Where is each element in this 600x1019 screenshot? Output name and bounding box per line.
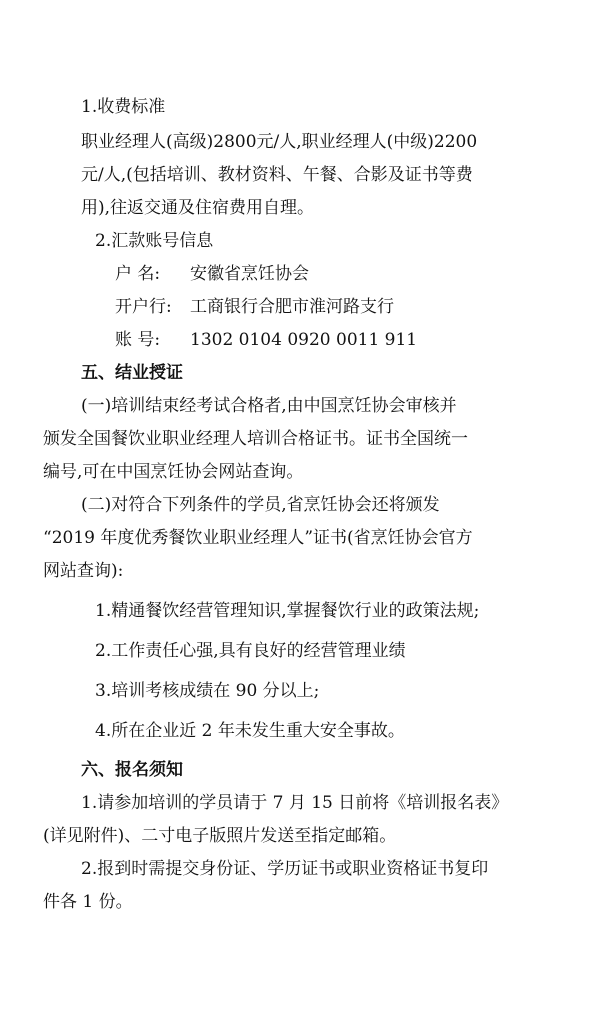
section5-p1-line-3: 编号,可在中国烹饪协会网站查询。: [43, 462, 304, 482]
bank-label: 开户行:: [115, 297, 172, 317]
section5-title: 五、结业授证: [81, 363, 183, 383]
section6-title: 六、报名须知: [81, 760, 183, 780]
condition-3: 3.培训考核成绩在 90 分以上;: [95, 681, 320, 701]
section5-p1-line-2: 颁发全国餐饮业职业经理人培训合格证书。证书全国统一: [43, 429, 468, 449]
section6-item2-line-2: 件各 1 份。: [43, 892, 133, 912]
condition-1: 1.精通餐饮经营管理知识,掌握餐饮行业的政策法规;: [95, 601, 480, 621]
account-no-value: 1302 0104 0920 0011 911: [190, 330, 418, 350]
fee-heading: 1.收费标准: [81, 97, 166, 117]
bank-value: 工商银行合肥市淮河路支行: [190, 297, 394, 317]
condition-4: 4.所在企业近 2 年未发生重大安全事故。: [95, 721, 405, 741]
section6-item1-line-1: 1.请参加培训的学员请于 7 月 15 日前将《培训报名表》: [81, 793, 509, 813]
section5-p2-line-3: 网站查询):: [43, 561, 124, 581]
account-no-label: 账 号:: [115, 330, 161, 350]
fee-line-2: 元/人,(包括培训、教材资料、午餐、合影及证书等费: [81, 165, 473, 185]
section6-item2-line-1: 2.报到时需提交身份证、学历证书或职业资格证书复印: [81, 859, 489, 879]
section6-item1-line-2: (详见附件)、二寸电子版照片发送至指定邮箱。: [43, 826, 397, 846]
section5-p2-line-1: (二)对符合下列条件的学员,省烹饪协会还将颁发: [81, 495, 440, 515]
account-name-label: 户 名:: [115, 264, 161, 284]
account-name-value: 安徽省烹饪协会: [190, 264, 309, 284]
section5-p1-line-1: (一)培训结束经考试合格者,由中国烹饪协会审核并: [81, 396, 457, 416]
fee-line-3: 用),往返交通及住宿费用自理。: [81, 198, 315, 218]
condition-2: 2.工作责任心强,具有良好的经营管理业绩: [95, 641, 406, 661]
section5-p2-line-2: “2019 年度优秀餐饮业职业经理人”证书(省烹饪协会官方: [43, 528, 473, 548]
fee-line-1: 职业经理人(高级)2800元/人,职业经理人(中级)2200: [81, 132, 478, 152]
remit-heading: 2.汇款账号信息: [95, 231, 214, 251]
